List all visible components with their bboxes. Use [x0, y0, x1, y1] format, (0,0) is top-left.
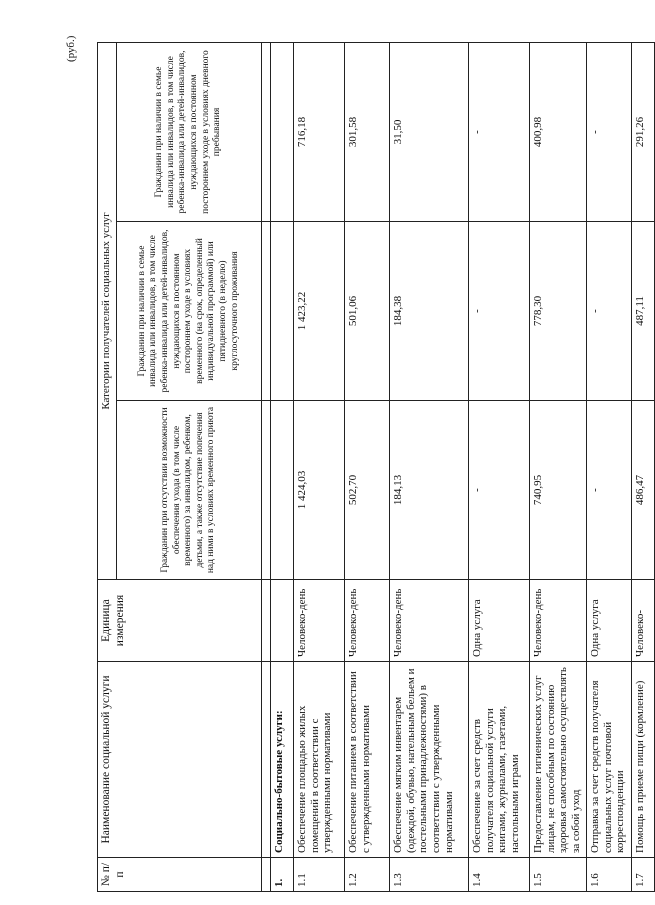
- header-num: № п/п: [98, 858, 262, 892]
- header-categories: Категории получателей социальных услуг: [98, 42, 117, 579]
- row-num: 1.7: [632, 858, 655, 892]
- row-value-cat3: -: [469, 42, 530, 221]
- header-name: Наименование социальной услуги: [98, 662, 262, 858]
- row-value-cat1: -: [469, 401, 530, 580]
- row-unit: Человеко-день: [294, 580, 345, 662]
- section-num: 1.: [271, 858, 294, 892]
- row-value-cat1: 1 424,03: [294, 401, 345, 580]
- table-row: [632, 42, 655, 891]
- header-category-2: Гражданин при наличии в семье инвалида или инвалидов, в том числе ребенка-инвалида или детей-инвалидов, нуждающихся в постоянном постороннем уходе в условиях временного (на срок, определенный индивидуальной программой) или пятидневного (в неделю) круглосуточного проживания: [117, 222, 262, 401]
- row-unit: Одна услуга: [469, 580, 530, 662]
- row-value-cat2: 184,38: [390, 222, 469, 401]
- row-name: Отправка за счет средств получателя социальных услуг почтовой корреспонденции: [587, 662, 632, 858]
- row-name: Обеспечение мягким инвентарем (одеждой, обувью, нательным бельем и постельными принадлежностями) в соответствии с утвержденными нормативами: [390, 662, 469, 858]
- table-row: [587, 42, 632, 891]
- table-row: [390, 42, 469, 891]
- spacer-row: [262, 42, 271, 891]
- row-unit: Человеко-день: [530, 580, 587, 662]
- row-name: Обеспечение за счет средств получателя социальной услуги книгами, журналами, газетами, настольными играми: [469, 662, 530, 858]
- row-num: 1.6: [587, 858, 632, 892]
- row-value-cat2: 778,30: [530, 222, 587, 401]
- row-name: Предоставление гигиенических услуг лицам, не способным по состоянию здоровья самостоятельно осуществлять за собой уход: [530, 662, 587, 858]
- table-row: [530, 42, 587, 891]
- row-value-cat1: 184,13: [390, 401, 469, 580]
- currency-note: (руб.): [65, 35, 77, 62]
- row-value-cat2: 487,11: [632, 222, 655, 401]
- row-name: Обеспечение площадью жилых помещений в соответствии с утвержденными нормативами: [294, 662, 345, 858]
- rotated-page: [56, 35, 646, 892]
- row-unit: Человеко-: [632, 580, 655, 662]
- row-value-cat1: 502,70: [345, 401, 390, 580]
- services-table: [97, 42, 655, 892]
- row-value-cat3: 291,26: [632, 42, 655, 221]
- section-title: Социально-бытовые услуги:: [271, 662, 294, 858]
- table-row: [469, 42, 530, 891]
- row-value-cat2: -: [587, 222, 632, 401]
- row-num: 1.3: [390, 858, 469, 892]
- row-name: Обеспечение питанием в соответствии с утвержденными нормативами: [345, 662, 390, 858]
- header-category-1: Гражданин при отсутствии возможности обеспечения ухода (в том числе временного) за инвалидом, ребенком, детьми, а также отсутствие попечения над ними в условиях временного приюта: [117, 401, 262, 580]
- row-value-cat3: 31,50: [390, 42, 469, 221]
- row-name: Помощь в приеме пищи (кормление): [632, 662, 655, 858]
- row-value-cat2: 1 423,22: [294, 222, 345, 401]
- row-value-cat3: 400,98: [530, 42, 587, 221]
- row-value-cat1: -: [587, 401, 632, 580]
- section-row: [271, 42, 294, 891]
- row-value-cat2: 501,06: [345, 222, 390, 401]
- row-unit: Одна услуга: [587, 580, 632, 662]
- table-row: [294, 42, 345, 891]
- row-num: 1.1: [294, 858, 345, 892]
- row-value-cat3: -: [587, 42, 632, 221]
- row-value-cat1: 740,95: [530, 401, 587, 580]
- row-value-cat3: 716,18: [294, 42, 345, 221]
- row-unit: Человеко-день: [345, 580, 390, 662]
- row-num: 1.2: [345, 858, 390, 892]
- header-category-3: Гражданин при наличии в семье инвалида или инвалидов, в том числе ребенка-инвалида или детей-инвалидов, нуждающихся в постоянном постороннем уходе в условиях дневного пребывания: [117, 42, 262, 221]
- header-unit: Единица измерения: [98, 580, 262, 662]
- table-row: [345, 42, 390, 891]
- row-num: 1.4: [469, 858, 530, 892]
- row-num: 1.5: [530, 858, 587, 892]
- row-value-cat2: -: [469, 222, 530, 401]
- row-value-cat3: 301,58: [345, 42, 390, 221]
- row-unit: Человеко-день: [390, 580, 469, 662]
- row-value-cat1: 486,47: [632, 401, 655, 580]
